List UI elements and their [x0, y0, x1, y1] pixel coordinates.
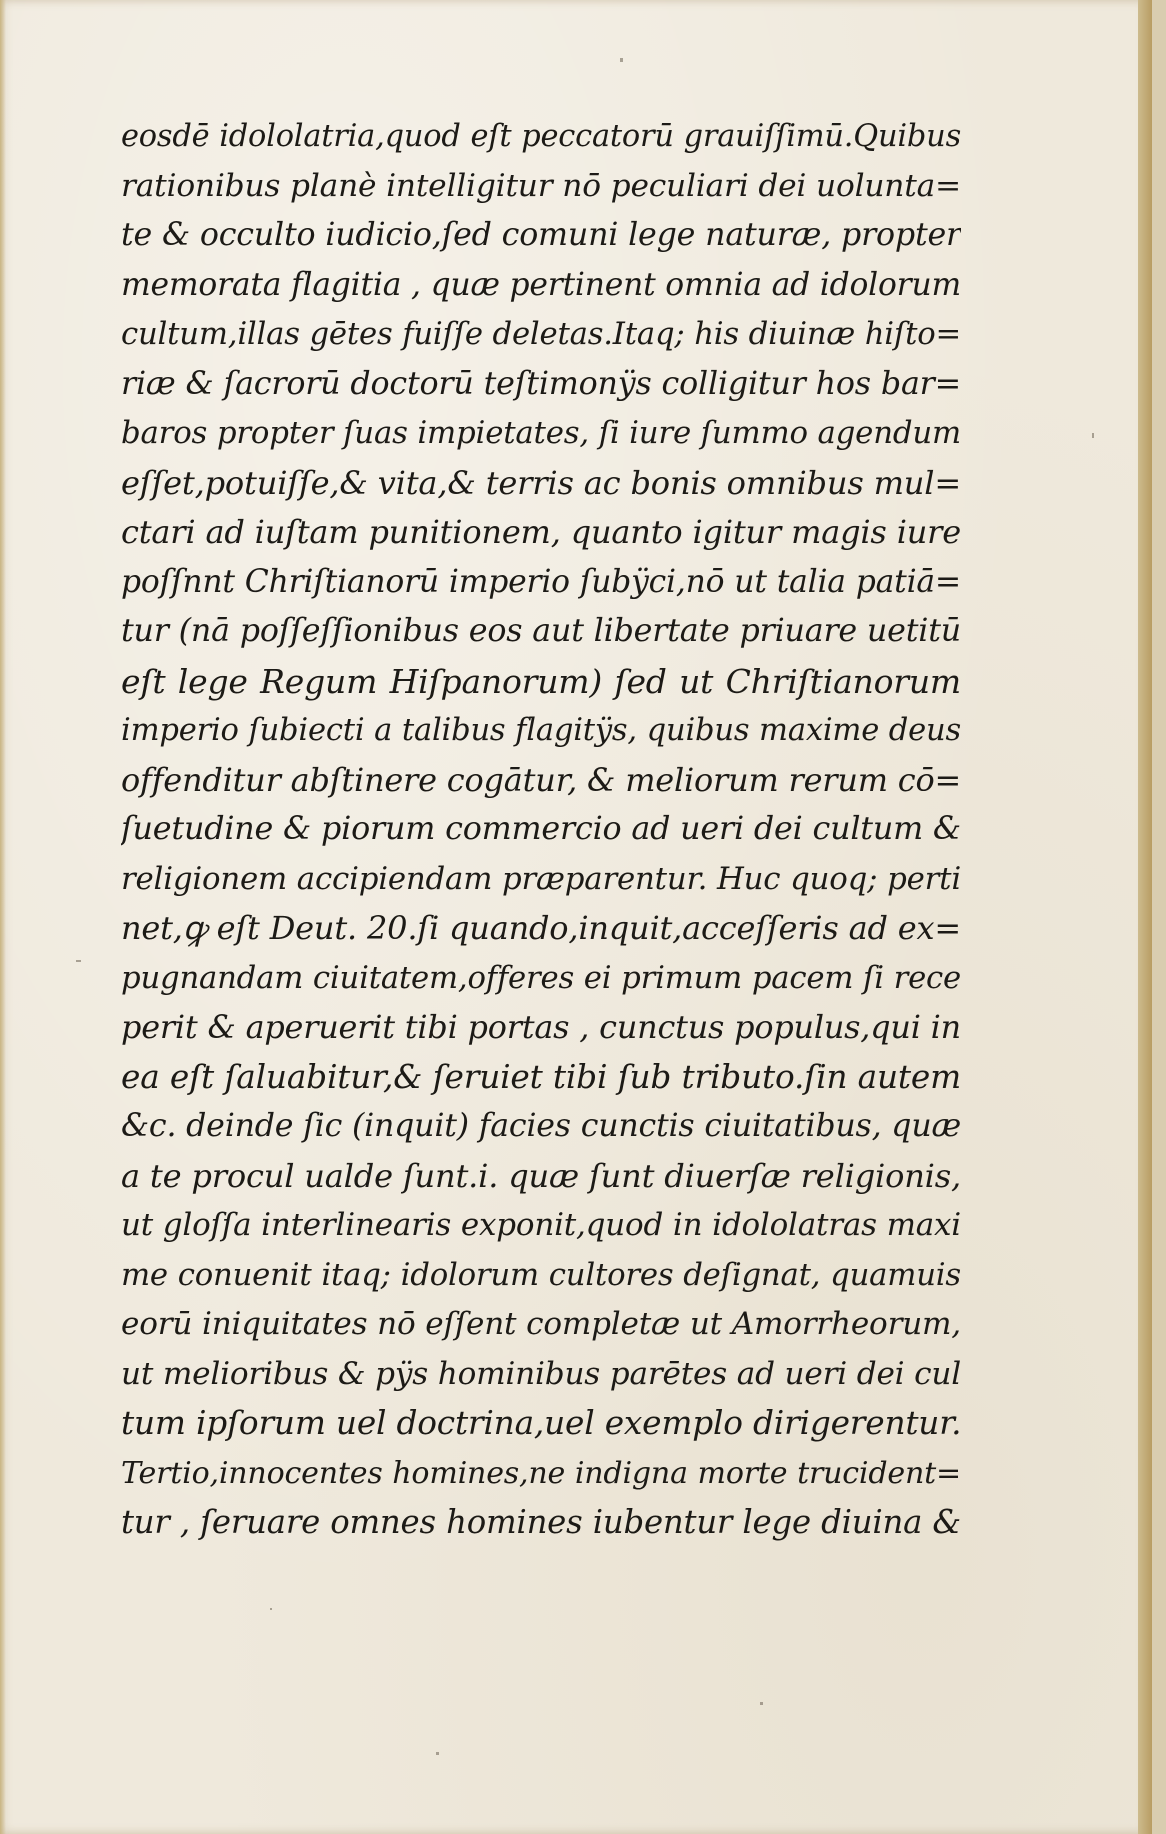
text-line: net,ꝙ eſt Deut. 20.ſi quando,inquit,acceſſeris ad ex= — [121, 909, 961, 947]
text-line: ctari ad iuſtam punitionem, quanto igitur magis iure — [121, 513, 961, 551]
text-line: a te procul ualde ſunt.i. quæ ſunt diuerſæ religionis, — [121, 1156, 961, 1195]
paper-speck — [620, 58, 623, 62]
text-line: te & occulto iudicio,ſed comuni lege naturæ, propter — [121, 217, 961, 253]
text-line: Tertio,innocentes homines,ne indigna morte trucident= — [121, 1455, 961, 1491]
text-line: offenditur abſtinere cogātur, & meliorum rerum cō= — [121, 760, 961, 799]
text-line: rationibus planè intelligitur nō peculiari dei uolunta= — [121, 167, 961, 204]
text-line: &c. deinde ſic (inquit) facies cunctis ciuitatibus, quæ — [121, 1108, 961, 1144]
text-line: ut gloſſa interlinearis exponit,quod in idololatras maxi — [121, 1207, 961, 1243]
text-line: tur , ſeruare omnes homines iubentur lege diuina & — [121, 1503, 961, 1541]
page-left-edge — [0, 0, 6, 1834]
text-line: baros propter ſuas impietates, ſi iure ſummo agendum — [121, 415, 961, 451]
paper-speck — [270, 1608, 272, 1610]
text-line: eſſet,potuiſſe,& vita,& terris ac bonis omnibus mul= — [121, 463, 961, 502]
text-line: ut melioribus & pÿs hominibus parētes ad ueri dei cul — [121, 1355, 961, 1392]
text-line: perit & aperuerit tibi portas , cunctus populus,qui in — [121, 1008, 961, 1046]
text-line: tur (nā poſſeſſionibus eos aut libertate priuare uetitū — [121, 613, 961, 649]
latin-text-block — [121, 112, 961, 1548]
text-line: religionem accipiendam præparentur. Huc quoq; perti — [121, 860, 961, 897]
text-line: eſt lege Regum Hiſpanorum) ſed ut Chriſtianorum — [121, 661, 961, 701]
paper-speck — [760, 1702, 763, 1705]
text-line: me conuenit itaq; idolorum cultores deſignat, quamuis — [121, 1256, 961, 1293]
text-line: pugnandam ciuitatem,offeres ei primum pacem ſi rece — [121, 960, 961, 996]
paper-speck — [76, 960, 81, 962]
text-line: eorū iniquitates nō eſſent completæ ut Amorrheorum, — [121, 1306, 961, 1342]
paper-speck — [1092, 433, 1094, 438]
text-line: riæ & ſacrorū doctorū teſtimonÿs colligitur hos bar= — [121, 365, 961, 402]
text-line: ea eſt ſaluabitur,& ſeruiet tibi ſub tributo.ſin autem — [121, 1057, 961, 1096]
text-line: tum ipſorum uel doctrina,uel exemplo dirigerentur. — [121, 1404, 961, 1442]
text-line: poſſnnt Chriſtianorū imperio ſubÿci,nō ut talia patiā= — [121, 563, 961, 600]
text-line: cultum,illas gētes fuiſſe deletas.Itaq; his diuinæ hiſto= — [121, 317, 961, 352]
page-right-edge — [1138, 0, 1152, 1834]
text-line: eosdē idololatria,quod eſt peccatorū grauiſſimū.Quibus — [121, 119, 961, 154]
text-line: memorata flagitia , quæ pertinent omnia ad idolorum — [121, 266, 961, 303]
paper-speck — [436, 1752, 439, 1755]
text-line: ſuetudine & piorum commercio ad ueri dei cultum & — [121, 811, 961, 847]
text-line: imperio ſubiecti a talibus flagitÿs, quibus maxime deus — [121, 713, 961, 748]
